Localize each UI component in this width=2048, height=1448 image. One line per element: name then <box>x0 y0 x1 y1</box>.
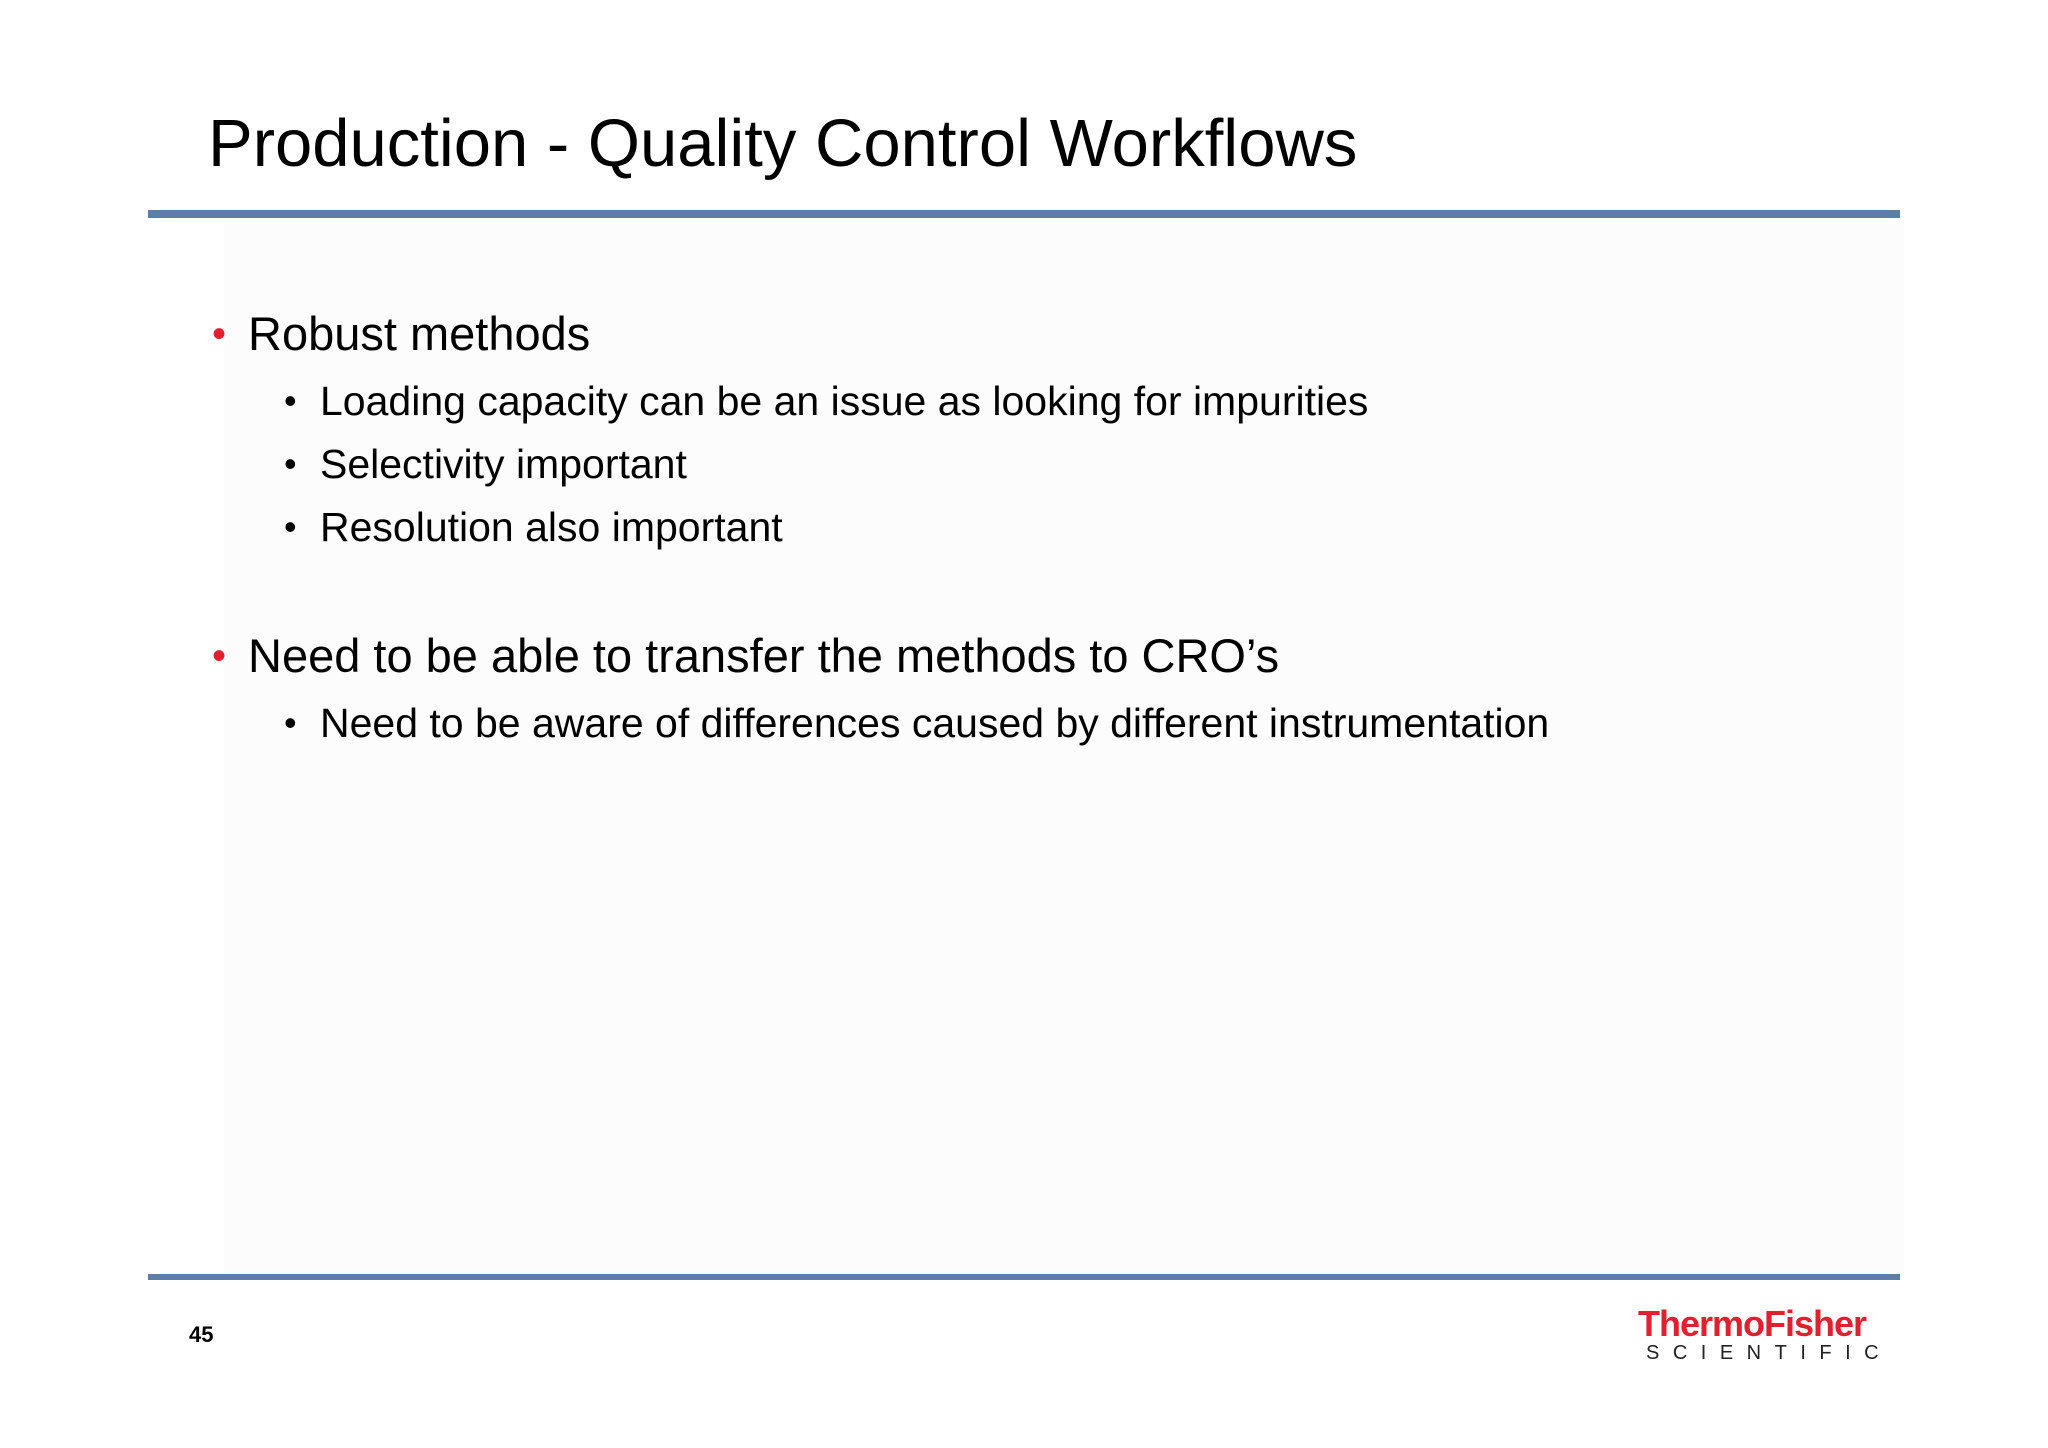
bullet-text: Need to be able to transfer the methods to CRO’s <box>248 629 1280 682</box>
logo-wordmark: ThermoFisher <box>1638 1303 1867 1344</box>
sub-bullet-marker: • <box>284 380 297 421</box>
bullet-text: Robust methods <box>248 307 591 360</box>
slide-title: Production - Quality Control Workflows <box>208 106 1358 181</box>
footer-divider <box>148 1274 1900 1280</box>
sub-bullet-text: Selectivity important <box>320 441 687 487</box>
sub-bullet-text: Loading capacity can be an issue as looking for impurities <box>320 378 1369 424</box>
bullet-marker: • <box>212 312 227 356</box>
sub-bullet-marker: • <box>284 702 297 743</box>
bullet-marker: • <box>212 634 227 678</box>
sub-bullet-text: Resolution also important <box>320 504 783 550</box>
thermo-fisher-logo <box>1638 1303 1893 1364</box>
page-number: 45 <box>189 1322 214 1347</box>
sub-bullet-text: Need to be aware of differences caused by different instrumentation <box>320 700 1550 746</box>
sub-bullet-marker: • <box>284 506 297 547</box>
sub-bullet-marker: • <box>284 443 297 484</box>
logo-subtext: SCIENTIFIC <box>1646 1342 1893 1364</box>
